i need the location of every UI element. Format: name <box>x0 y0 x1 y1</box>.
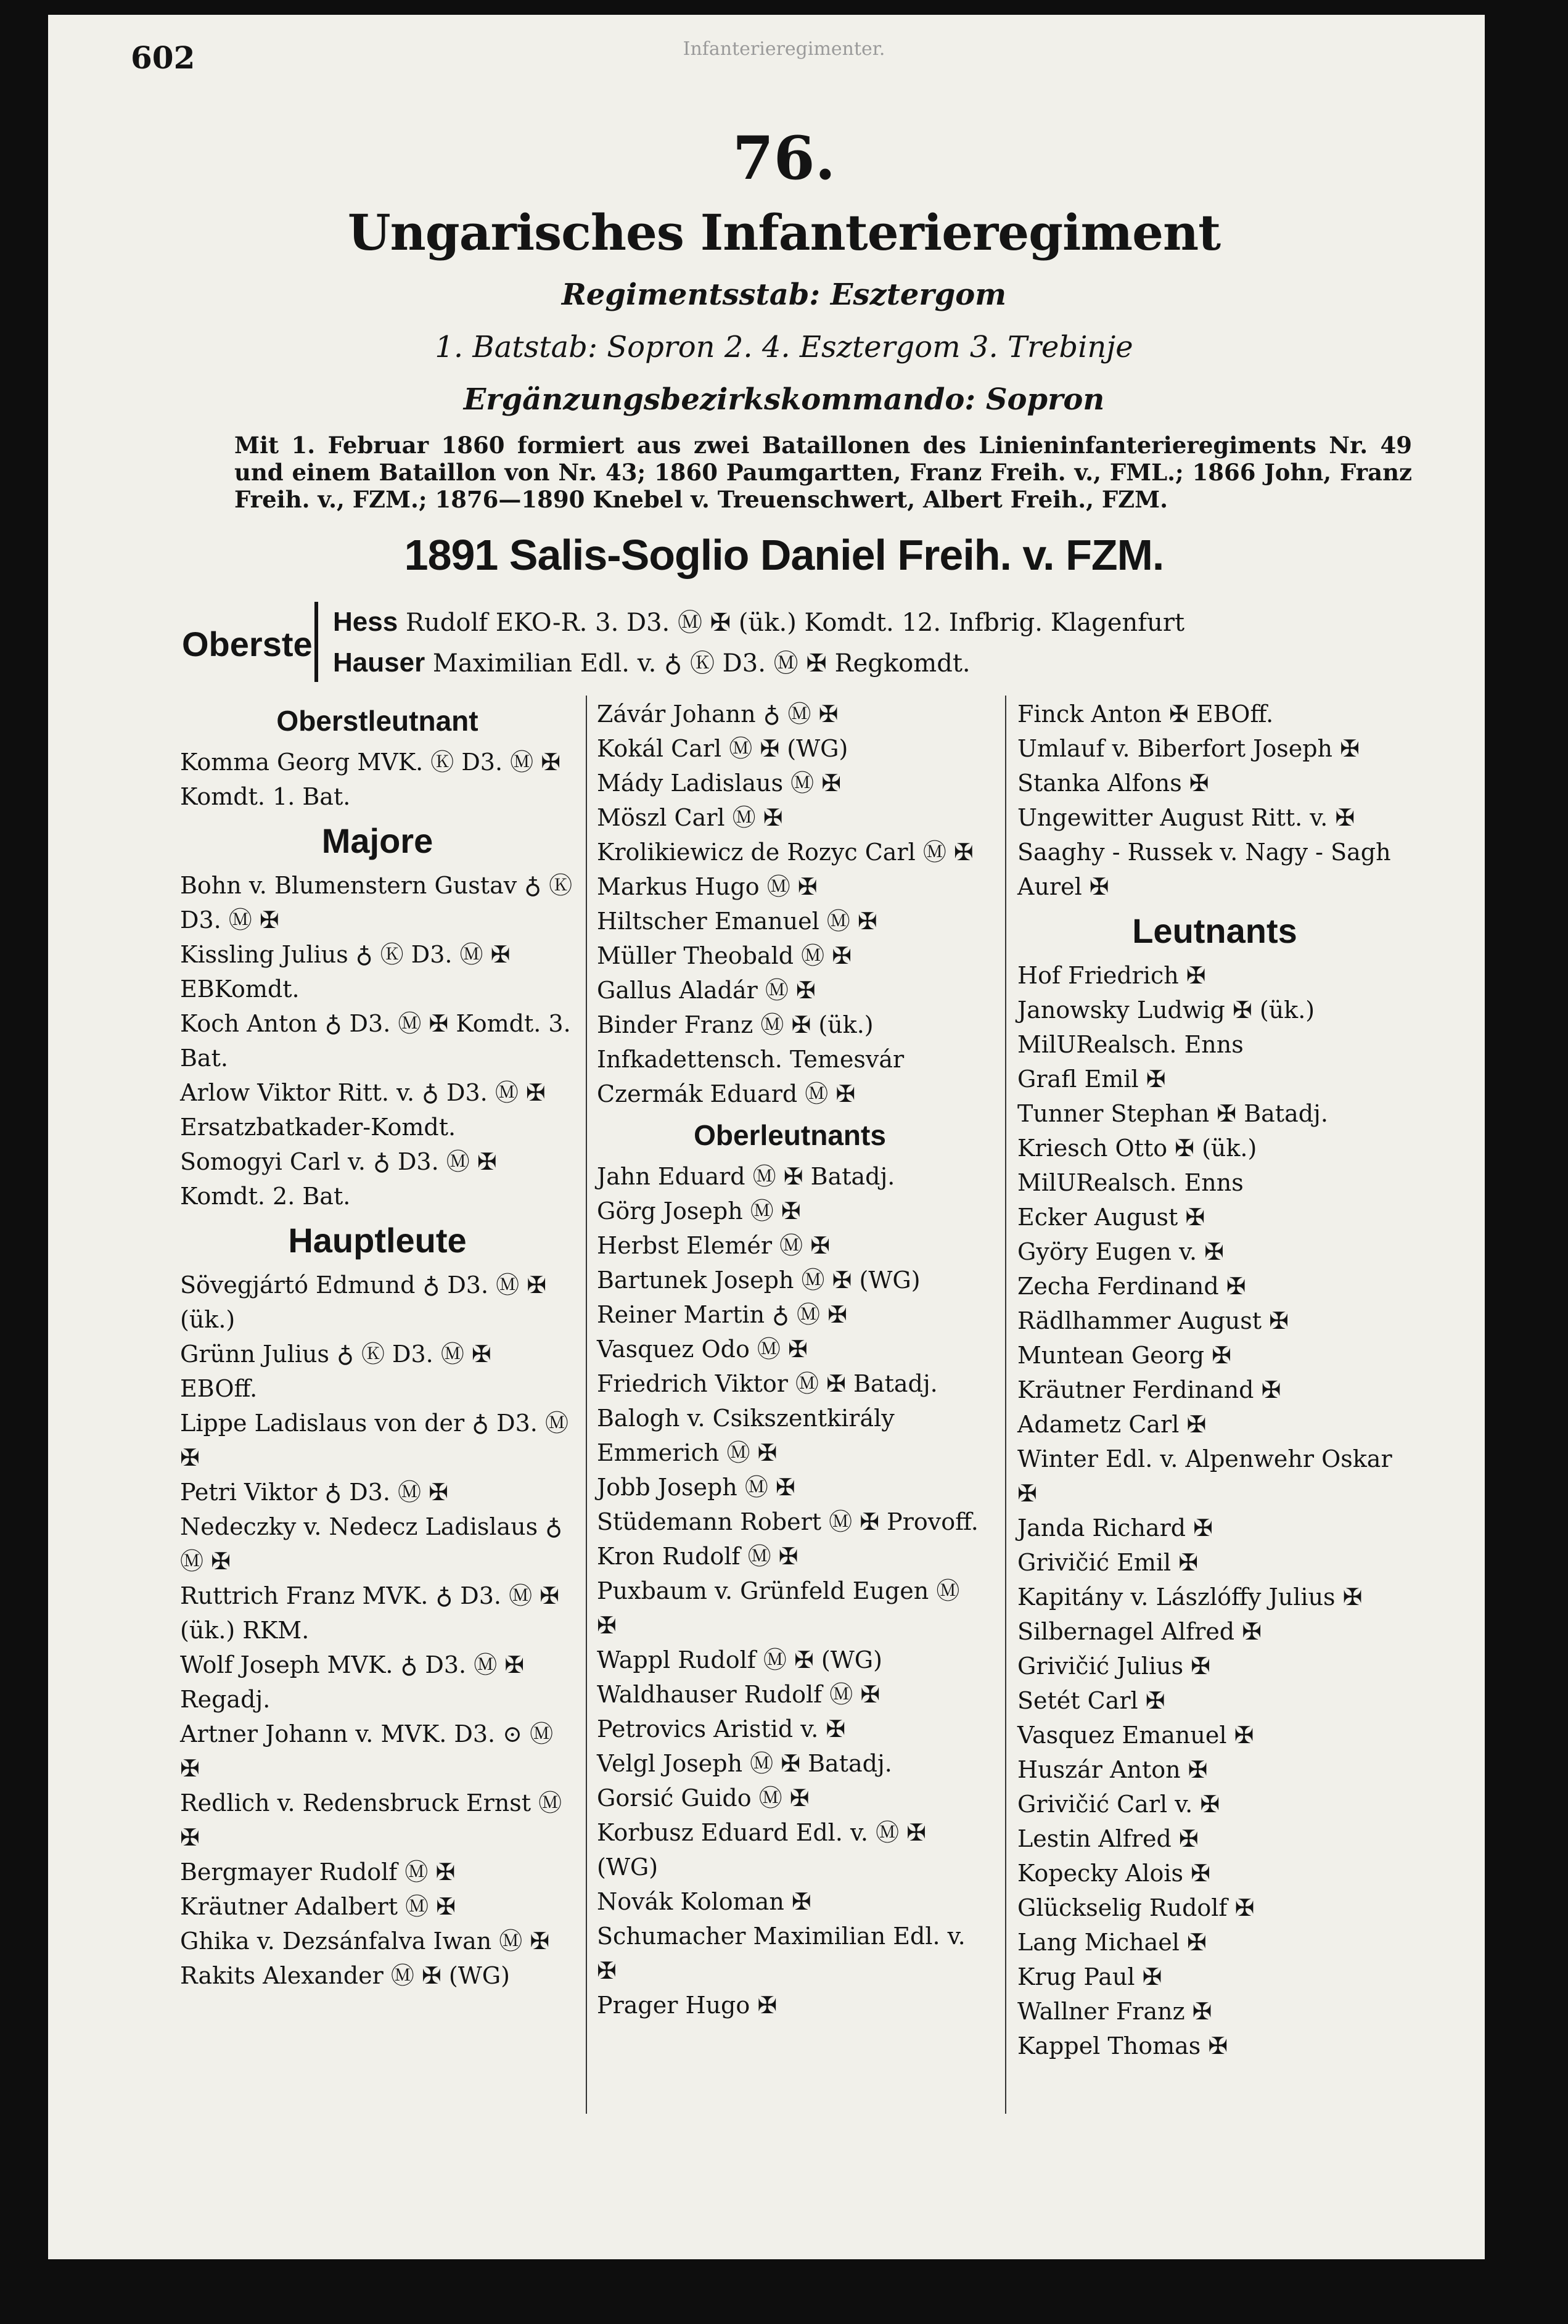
officer-entry: Závár Johann ♁ Ⓜ ✠ <box>597 700 839 728</box>
officer-entry: Kräutner Adalbert Ⓜ ✠ <box>180 1893 456 1920</box>
officer-entry: Görg Joseph Ⓜ ✠ <box>597 1197 801 1225</box>
officer-entry: Kissling Julius ♁ Ⓚ D3. Ⓜ ✠ EBKomdt. <box>180 941 511 1003</box>
officer-entry: Janda Richard ✠ <box>1017 1514 1213 1542</box>
column-divider <box>1005 696 1006 2114</box>
officer-entry: Grünn Julius ♁ Ⓚ D3. Ⓜ ✠ EBOff. <box>180 1341 491 1402</box>
officer-entry: Jahn Eduard Ⓜ ✠ Batadj. <box>597 1163 895 1190</box>
officer-entry: Bergmayer Rudolf Ⓜ ✠ <box>180 1858 456 1886</box>
officer-entry: Wolf Joseph MVK. ♁ D3. Ⓜ ✠ Regadj. <box>180 1651 525 1713</box>
officer-entry: Vasquez Odo Ⓜ ✠ <box>597 1336 808 1363</box>
officer-entry: Markus Hugo Ⓜ ✠ <box>597 873 818 900</box>
officer-entry: Hiltscher Emanuel Ⓜ ✠ <box>597 908 877 935</box>
rank-heading: Oberleutnants <box>694 1119 886 1151</box>
roster-column-3 <box>1017 697 1412 2063</box>
oberst-entry <box>333 644 971 679</box>
oberst-name: Hess <box>333 607 398 637</box>
rank-heading: Hauptleute <box>288 1221 467 1260</box>
officer-entry: Nedeczky v. Nedecz Ladislaus ♁ Ⓜ ✠ <box>180 1513 562 1575</box>
oberst-entry <box>333 603 1184 638</box>
officer-entry: Grafl Emil ✠ <box>1017 1066 1166 1093</box>
officer-entry: Gorsić Guido Ⓜ ✠ <box>597 1784 810 1812</box>
officer-entry: Prager Hugo ✠ <box>597 1992 778 2019</box>
officer-entry: Vasquez Emanuel ✠ <box>1017 1722 1254 1749</box>
officer-entry: Kappel Thomas ✠ <box>1017 2032 1228 2059</box>
officer-entry: Gallus Aladár Ⓜ ✠ <box>597 977 816 1004</box>
officer-entry: Györy Eugen v. ✠ <box>1017 1238 1224 1265</box>
officer-entry: Wappl Rudolf Ⓜ ✠ (WG) <box>597 1646 882 1673</box>
oberst-details: Rudolf EKO-R. 3. D3. Ⓜ ✠ (ük.) Komdt. 12. Infbrig. Klagenfurt <box>405 609 1185 637</box>
officer-entry: Janowsky Ludwig ✠ (ük.) MilURealsch. Enns <box>1017 996 1315 1058</box>
officer-entry: Zecha Ferdinand ✠ <box>1017 1273 1246 1300</box>
officer-entry: Ungewitter August Ritt. v. ✠ <box>1017 804 1355 831</box>
officer-entry: Jobb Joseph Ⓜ ✠ <box>597 1474 795 1501</box>
oberste-label: Oberste <box>182 625 313 663</box>
oberst-name: Hauser <box>333 647 425 678</box>
officer-entry: Bohn v. Blumenstern Gustav ♁ Ⓚ D3. Ⓜ ✠ <box>180 872 573 934</box>
officer-entry: Komma Georg MVK. Ⓚ D3. Ⓜ ✠ Komdt. 1. Bat. <box>180 749 561 810</box>
officer-entry: Kron Rudolf Ⓜ ✠ <box>597 1543 798 1570</box>
officer-entry: Petri Viktor ♁ D3. Ⓜ ✠ <box>180 1479 448 1506</box>
officer-entry: Velgl Joseph Ⓜ ✠ Batadj. <box>597 1750 892 1777</box>
officer-entry: Somogyi Carl v. ♁ D3. Ⓜ ✠ Komdt. 2. Bat. <box>180 1148 497 1210</box>
officer-entry: Bartunek Joseph Ⓜ ✠ (WG) <box>597 1267 921 1294</box>
officer-entry: Friedrich Viktor Ⓜ ✠ Batadj. <box>597 1370 938 1397</box>
officer-entry: Muntean Georg ✠ <box>1017 1342 1231 1369</box>
officer-entry: Mády Ladislaus Ⓜ ✠ <box>597 770 842 797</box>
officer-entry: Finck Anton ✠ EBOff. <box>1017 700 1274 728</box>
officer-entry: Wallner Franz ✠ <box>1017 1998 1212 2025</box>
officer-entry: Sövegjártó Edmund ♁ D3. Ⓜ ✠ (ük.) <box>180 1271 547 1333</box>
officer-entry: Waldhauser Rudolf Ⓜ ✠ <box>597 1681 880 1708</box>
officer-entry: Müller Theobald Ⓜ ✠ <box>597 942 852 969</box>
running-head: Infanterieregimenter. <box>683 38 885 60</box>
column-divider <box>586 696 587 2114</box>
officer-entry: Kräutner Ferdinand ✠ <box>1017 1376 1281 1403</box>
officer-entry: Herbst Elemér Ⓜ ✠ <box>597 1232 831 1259</box>
officer-entry: Koch Anton ♁ D3. Ⓜ ✠ Komdt. 3. Bat. <box>180 1010 571 1072</box>
officer-entry: Tunner Stephan ✠ Batadj. <box>1017 1100 1328 1127</box>
officer-entry: Adametz Carl ✠ <box>1017 1411 1207 1438</box>
rank-heading: Majore <box>321 821 433 860</box>
officer-entry: Lippe Ladislaus von der ♁ D3. Ⓜ ✠ <box>180 1410 569 1471</box>
officer-entry: Kriesch Otto ✠ (ük.) MilURealsch. Enns <box>1017 1135 1257 1196</box>
officer-entry: Schumacher Maximilian Edl. v. ✠ <box>597 1923 966 1984</box>
officer-entry: Stüdemann Robert Ⓜ ✠ Provoff. <box>597 1508 979 1535</box>
officer-entry: Kopecky Alois ✠ <box>1017 1860 1210 1887</box>
recruitment-district: Ergänzungsbezirkskommando: Sopron <box>463 382 1105 417</box>
officer-entry: Winter Edl. v. Alpenwehr Oskar ✠ <box>1017 1445 1392 1507</box>
officer-entry: Umlauf v. Biberfort Joseph ✠ <box>1017 735 1360 762</box>
rank-heading: Oberstleutnant <box>276 705 478 737</box>
officer-entry: Arlow Viktor Ritt. v. ♁ D3. Ⓜ ✠ Ersatzbatkader-Komdt. <box>180 1079 546 1141</box>
regiment-title: Ungarisches Infanterieregiment <box>347 203 1221 261</box>
officer-entry: Artner Johann v. MVK. D3. ⊙ Ⓜ ✠ <box>180 1720 554 1782</box>
oberst-details: Maximilian Edl. v. ♁ Ⓚ D3. Ⓜ ✠ Regkomdt. <box>432 649 971 678</box>
regiment-history: Mit 1. Februar 1860 formiert aus zwei Bataillonen des Linieninfanterieregiments Nr. 49 und einem Bataillon von Nr. 43; 1860 Paumgartten, Franz Freih. v., FML.; 1866 John, Franz Freih. v., FZM.; 1876—1890 Knebel v. Treuenschwert, Albert Freih., FZM. <box>234 432 1412 513</box>
officer-entry: Silbernagel Alfred ✠ <box>1017 1618 1262 1645</box>
officer-entry: Krolikiewicz de Rozyc Carl Ⓜ ✠ <box>597 839 974 866</box>
regiment-owner: 1891 Salis-Soglio Daniel Freih. v. FZM. <box>404 531 1164 579</box>
officer-entry: Puxbaum v. Grünfeld Eugen Ⓜ ✠ <box>597 1577 960 1639</box>
officer-entry: Lestin Alfred ✠ <box>1017 1825 1199 1852</box>
officer-entry: Ecker August ✠ <box>1017 1204 1205 1231</box>
officer-entry: Kapitány v. Lászlóffy Julius ✠ <box>1017 1583 1363 1611</box>
roster-column-1 <box>180 697 575 1993</box>
officer-entry: Ruttrich Franz MVK. ♁ D3. Ⓜ ✠ (ük.) RKM. <box>180 1582 560 1644</box>
officer-entry: Saaghy - Russek v. Nagy - Sagh Aurel ✠ <box>1017 839 1391 900</box>
officer-entry: Grivičić Emil ✠ <box>1017 1549 1199 1576</box>
officer-entry: Rakits Alexander Ⓜ ✠ (WG) <box>180 1962 510 1989</box>
oberste-brace <box>314 602 326 682</box>
officer-entry: Grivičić Julius ✠ <box>1017 1653 1210 1680</box>
officer-entry: Stanka Alfons ✠ <box>1017 770 1209 797</box>
officer-entry: Binder Franz Ⓜ ✠ (ük.) Infkadettensch. Temesvár <box>597 1011 905 1073</box>
regiment-staff: Regimentsstab: Esztergom <box>561 277 1007 312</box>
officer-entry: Huszár Anton ✠ <box>1017 1756 1208 1783</box>
officer-entry: Korbusz Eduard Edl. v. Ⓜ ✠ (WG) <box>597 1819 926 1881</box>
officer-entry: Ghika v. Dezsánfalva Iwan Ⓜ ✠ <box>180 1928 550 1955</box>
officer-entry: Balogh v. Csikszentkirály Emmerich Ⓜ ✠ <box>597 1405 895 1466</box>
officer-entry: Möszl Carl Ⓜ ✠ <box>597 804 783 831</box>
rank-heading: Leutnants <box>1132 911 1297 950</box>
officer-entry: Novák Koloman ✠ <box>597 1888 811 1915</box>
regiment-number: 76. <box>732 123 835 193</box>
officer-entry: Reiner Martin ♁ Ⓜ ✠ <box>597 1301 847 1328</box>
officer-entry: Grivičić Carl v. ✠ <box>1017 1791 1220 1818</box>
page-number: 602 <box>131 39 195 76</box>
officer-entry: Redlich v. Redensbruck Ernst Ⓜ ✠ <box>180 1789 562 1851</box>
officer-entry: Glückselig Rudolf ✠ <box>1017 1894 1255 1921</box>
officer-entry: Lang Michael ✠ <box>1017 1929 1207 1956</box>
roster-column-2 <box>597 697 983 2022</box>
officer-entry: Rädlhammer August ✠ <box>1017 1307 1289 1334</box>
officer-entry: Krug Paul ✠ <box>1017 1963 1162 1990</box>
battalion-stations: 1. Batstab: Sopron 2. 4. Esztergom 3. Trebinje <box>435 330 1133 364</box>
officer-entry: Kokál Carl Ⓜ ✠ (WG) <box>597 735 848 762</box>
officer-entry: Setét Carl ✠ <box>1017 1687 1165 1714</box>
officer-entry: Czermák Eduard Ⓜ ✠ <box>597 1080 856 1107</box>
officer-entry: Hof Friedrich ✠ <box>1017 962 1206 989</box>
officer-entry: Petrovics Aristid v. ✠ <box>597 1715 846 1743</box>
